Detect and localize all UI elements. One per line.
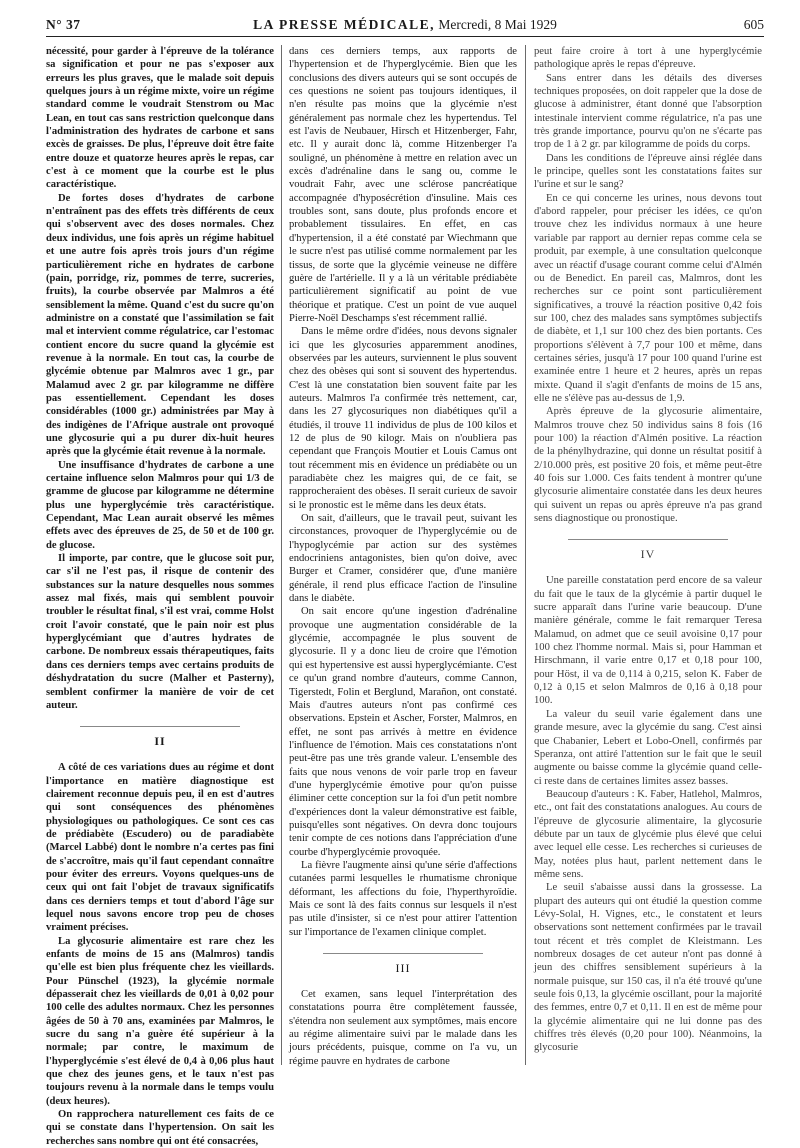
section-number: IV [640,547,656,562]
paragraph: Dans les conditions de l'épreuve ainsi réglée dans le principe, quelles sont les constatations faites sur l'urine et sur le sang? [534,152,762,191]
column-3 [534,45,762,1065]
paragraph: Sans entrer dans les détails des diverses techniques proposées, on doit rappeler que la dose de glucose à administrer, étant donné que l'absorption intestinale intervient comme régulatrice, n'a pas une très grande importance, pourvu qu'on ne s'écarte pas trop de 1 à 2 gr. par kilogramme de poids du corps. [534,72,762,151]
paragraph: De fortes doses d'hydrates de carbone n'entraînent pas des effets très différents de ceux qui s'observent avec des doses normales. Chez deux individus, une fois après un régime habituel et une autre fois après trois jours d'un régime particulièrement riche en hydrates de carbone (pain, porridge, riz, pommes de terre, sucreries, fruits), la courbe observée par Malmros a été sensiblement la même. Quand c'est du sucre qu'on administre on a constaté que l'assimilation se fait mal et intervient comme régulatrice, car l'estomac contient encore du sucre quand la glycémie est revenue à la normale. En tout cas, la courbe de glycémie obtenue par Malmros avec 1 gr., par Malamud avec 2 gr. par kilogramme ne diffère pas essentiellement. Cependant les doses considérables (1000 gr.) administrées par May à des indigènes de l'Afrique australe ont provoqué une glycosurie qui a pu durer dix-huit heures après que la glycémie était revenue à la normale. [46,192,274,458]
paragraph: En ce qui concerne les urines, nous devons tout d'abord rappeler, pour préciser les idées, ce qu'on trouve chez les individus normaux à une heure variable par rapport au dernier repas comme cela se produit, par exemple, à une consultation quelconque avec un réactif d'usage courant comme celui d'Almén ou de Benedict. En pareil cas, Malmros, dont les recherches sur ce point sont particulièrement significatives, a trouvé la réaction positive 0,42 fois sur 100, chez des malades sans symptômes subjectifs de diabète, et 1,1 sur 100 chez des bien portants. Ces proportions s'élèvent à 7,7 pour 100 et même, dans certaines séries, jusqu'à 17 pour 100 quand l'urine est examinée entre 1 heure et 2 heures, après un repas mixte. Quand il s'agit d'enfants de moins de 15 ans, elle ne s'élève pas au-dessus de 1,9. [534,192,762,404]
paragraph: nécessité, pour garder à l'épreuve de la tolérance sa signification et pour ne pas s'exposer aux erreurs les plus graves, que le malade soit depuis quelques jours à un régime mixte, voire un régime standard comme le voudrait Stenstrom ou Mac Lean, en tout cas sans restriction quelconque dans l'administration des hydrates de carbone et sans excès de graisses. De plus, l'épreuve doit être faite entre douze et quatorze heures après le repas, car c'est à ce moment que la courbe est le plus caractéristique. [46,46,274,191]
masthead [46,14,764,36]
paragraph: Dans le même ordre d'idées, nous devons signaler ici que les glycosuries apparemment anodines, observées par les auteurs, surviennent le plus souvent chez des obèses qui sont si souvent des hypertendus. C'est là une constatation bien souvent faite par les auteurs. Malmros l'a confirmée très nettement, car, dans les 27 glycosuriques non diabétiques qu'il a étudiés, il trouve 11 individus de plus de 100 kilos et 12 de plus de 90 kilogr. Mais on n'oubliera pas cependant que François Moutier et Louis Camus ont tout récemment mis en évidence un prédiabète ou un paradiabète chez les maigres qui, de ce fait, se rapprocheraient des obèses. Il serait curieux de savoir si le pronostic est le même dans les deux états. [289,326,517,511]
paragraph: La valeur du seuil varie également dans une grande mesure, avec la glycémie du sang. C'est ainsi que Chabanier, Lebert et Lobo-Onell, confirmés par Speranza, ont attiré l'attention sur le fait que le seuil augmente ou baisse comme la glycémie quand celle-ci reste dans de certaines limites assez basses. [534,708,762,787]
paragraph: peut faire croire à tort à une hyperglycémie pathologique après le repas d'épreuve. [534,46,762,71]
paragraph: Une insuffisance d'hydrates de carbone a une certaine influence selon Malmros pour qui 1/3 de gramme de glucose par kilogramme ne détermine plus une hyperglycémie très caractéristique. Cependant, Mac Lean aurait observé les mêmes effets avec des épreuves de 25, de 50 et de 100 gr. de glucose. [46,459,274,551]
paragraph: On sait encore qu'une ingestion d'adrénaline provoque une augmentation considérable de la glycémie, accompagnée le plus souvent de glycosurie. Il y a donc lieu de croire que l'émotion qui est hypertensive est aussi hyperglycémiante. C'est ce qu'un grand nombre d'auteurs, comme Cannon, Tigerstedt, Folin et Berglund, Marañon, ont constaté. Mais d'autres auteurs n'ont pas confirmé ces observations. Epstein et Ascher, Forster, Malmros, en effet, ne sont pas arrivés à mettre en évidence l'influence de l'émotion. Mais ces constatations n'ont peut-être pas une très grande valeur. L'ensemble des faits que nous venons de voir parle trop en faveur d'une hyperglycémie émotive pour qu'on puisse éliminer cette conception sur la foi d'un petit nombre d'expériences dont la valeur démonstrative est faible, puisqu'elles sont négatives. On devra donc toujours tenir compte de ces notions dans l'appréciation d'une courbe d'hyperglycémie provoquée. [289,606,517,858]
header-rule [46,36,764,37]
column-divider [281,45,282,1065]
section-heading [46,726,274,749]
paragraph: Une pareille constatation perd encore de sa valeur du fait que le taux de la glycémie à partir duquel le sucre apparaît dans l'urine varie beaucoup. D'une manière générale, comme le fait remarquer Teresa Malamud, on admet que ce seuil avoisine 0,17 pour 100 chez l'homme normal. Mais si, pour Hamman et Hirschmann, il varie entre 0,17 et 0,18 pour 100, pour Höst, il va de 0,114 à 0,215, selon K. Faber de 0,12 à 0,15 et selon Malmros de 0,16 à 0,18 pour 100. [534,575,762,707]
section-heading [289,953,517,976]
column-2 [289,45,517,1065]
paragraph: Le seuil s'abaisse aussi dans la grossesse. La plupart des auteurs qui ont étudié la question comme Lévy-Solal, H. Vignes, etc., le constatent et leurs observations sont nettement confirmées par le travail tout récent et très complet de Kleistmann. Les nombreux dosages de cet auteur n'ont pas donné à jeun des chiffres sensiblement supérieurs à la normale puisque, sur 150 cas, il n'a été trouvé qu'une seule fois 0,13, la glycémie oscillant, pour la majorité des femmes, entre 0,7 et 0,11. Il en est de même pour la glycémie alimentaire qui ne lui donne pas des chiffres très élevés (0,20 pour 100). Néanmoins, la glycosurie [534,882,762,1054]
journal-name: LA PRESSE MÉDICALE, [253,17,436,32]
issue-date: Mercredi, 8 Mai 1929 [438,17,557,32]
paragraph: dans ces derniers temps, aux rapports de l'hypertension et de l'hyperglycémie. Bien que les conclusions des divers auteurs qui se sont occupés de ces questions ne soient pas toujours identiques, il n'en résulte pas moins que la glycémie n'est généralement pas normale chez les hypertendus. Tel est l'avis de Neubauer, Hirsch et Hitzenberger, Fahr, etc. Il y aurait donc là, comme Hitzenberger l'a souligné, un phénomène à mettre en relation avec un excès d'adrénaline dans le sang ou, comme le voudrait Fahr, avec une sclérose pancréatique accompagnée d'hyposécrétion d'insuline. Mais ces troubles sont, sans doute, plus profonds encore et probablement tissulaires. En effet, en cas d'hypertension, il a été constaté par Wiechmann que le sucre n'est pas utilisé comme normalement par les tissus, de sorte que la glycémie veineuse ne diffère guère de l'artérielle. Il y a là un véritable prédiabète particulièrement significatif au point de vue théorique et pratique. C'est un point de vue auquel Pierre-Noël Deschamps s'est récemment rallié. [289,46,517,324]
column-1 [46,45,274,1147]
section-rule [568,539,728,540]
page-number: 605 [743,17,764,32]
column-divider [525,45,526,1065]
paragraph: Cet examen, sans lequel l'interprétation des constatations pourra être complètement faussée, s'étendra non seulement aux symptômes, mais encore au régime alimentaire suivi par le malade dans les jours précédents, puisque, comme on l'a vu, un régime pauvre en hydrates de carbone [289,989,517,1067]
paragraph: Beaucoup d'auteurs : K. Faber, Hatlehol, Malmros, etc., ont fait des constatations analogues. Au cours de l'épreuve de glycosurie alimentaire, la glycosurie débute par un taux de glycémie plus élevé que celui avec lequel elle cesse. Les recherches si curieuses de May, notées plus haut, parlent nettement dans le même sens. [534,788,762,880]
section-number: III [395,961,411,976]
section-number: II [154,734,166,749]
paragraph: Après épreuve de la glycosurie alimentaire, Malmros trouve chez 50 individus sains 8 fois (16 pour 100) la réaction d'Almén positive. La réaction de la phénylhydrazine, qui donne un résultat positif à 2/10.000 près, est positive 20 fois, et même peut-être 40 fois sur 1.000. Ces faits tendent à montrer qu'une glycosurie alimentaire constatée dans les deux heures qui suivent un repas ou après épreuve n'a pas grand sens diagnostique ou pronostique. [534,406,762,525]
page-header [46,14,764,36]
paragraph: La fièvre l'augmente ainsi qu'une série d'affections cutanées parmi lesquelles le rhumatisme chronique déformant, les affections du foie, l'hyperthyroïdie. Mais ce sont là des faits connus sur lesquels il n'est pas utile d'insister, si ce n'est pour attirer l'attention sur l'importance de l'examen clinique complet. [289,859,517,938]
issue-number: N° 37 [46,17,81,32]
section-rule [323,953,483,954]
paragraph: On rapprochera naturellement ces faits de ce qui se constate dans l'hypertension. On sait les recherches sans nombre qui ont été consacrées, [46,1109,274,1147]
paragraph: On sait, d'ailleurs, que le travail peut, suivant les circonstances, provoquer de l'hyperglycémie ou de l'hypoglycémie par action sur des systèmes endocriniens antagonistes, bien qu'on doive, avec Burger et Cramer, considérer que, d'une manière générale, il rend plus efficace l'action de l'insuline dans le diabète. [289,513,517,605]
paragraph: Il importe, par contre, que le glucose soit pur, car s'il ne l'est pas, il risque de contenir des substances sur la nature desquelles nous sommes assez mal fixés, mais qui semblent pouvoir troubler le résultat final, s'il est vrai, comme Holst croit l'avoir constaté, que le pain noir est plus hyperglycémiant que d'autres hydrates de carbone. De nombreux essais thérapeutiques, faits dans ces derniers temps avec certains produits de déshydratation du sucre (Malher et Pasterny), semblent confirmer la manière de voir de cet auteur. [46,553,274,711]
section-rule [80,726,240,727]
paragraph: La glycosurie alimentaire est rare chez les enfants de moins de 15 ans (Malmros) tandis qu'elle est bien plus fréquente chez les vieillards. Pour Pünschel (1923), la glycémie normale dépasserait chez les vieillards de 0,01 à 0,02 pour 100 celle des adultes normaux. Chez les personnes âgées de 50 à 70 ans, examinées par Malmros, le sucre du sang n'a guère été supérieur à la normale; par contre, le maximum de l'hyperglycémie s'est élevé de 0,4 à 0,06 plus haut que chez des jeunes gens, et le taux n'est pas toujours revenu à la normale dans le temps voulu (deux heures). [46,935,274,1107]
section-heading [534,539,762,562]
paragraph: A côté de ces variations dues au régime et dont l'importance en matière diagnostique est clairement reconnue depuis peu, il en est d'autres qui sont conséquences des phénomènes physiologiques ou pathologiques. Ce sont ces cas de prédiabète (Escudero) ou de paradiabète (Marcel Labbé) dont le nombre n'a certes pas fini de s'accroître, mais qu'il faut cependant connaître pour éviter des erreurs. Voyons quelques-uns de ceux qui ont fait l'objet de travaux significatifs dans ces derniers temps et tout d'abord l'âge sur lequel nous savons encore trop peu de choses vraiment précises. [46,762,274,934]
